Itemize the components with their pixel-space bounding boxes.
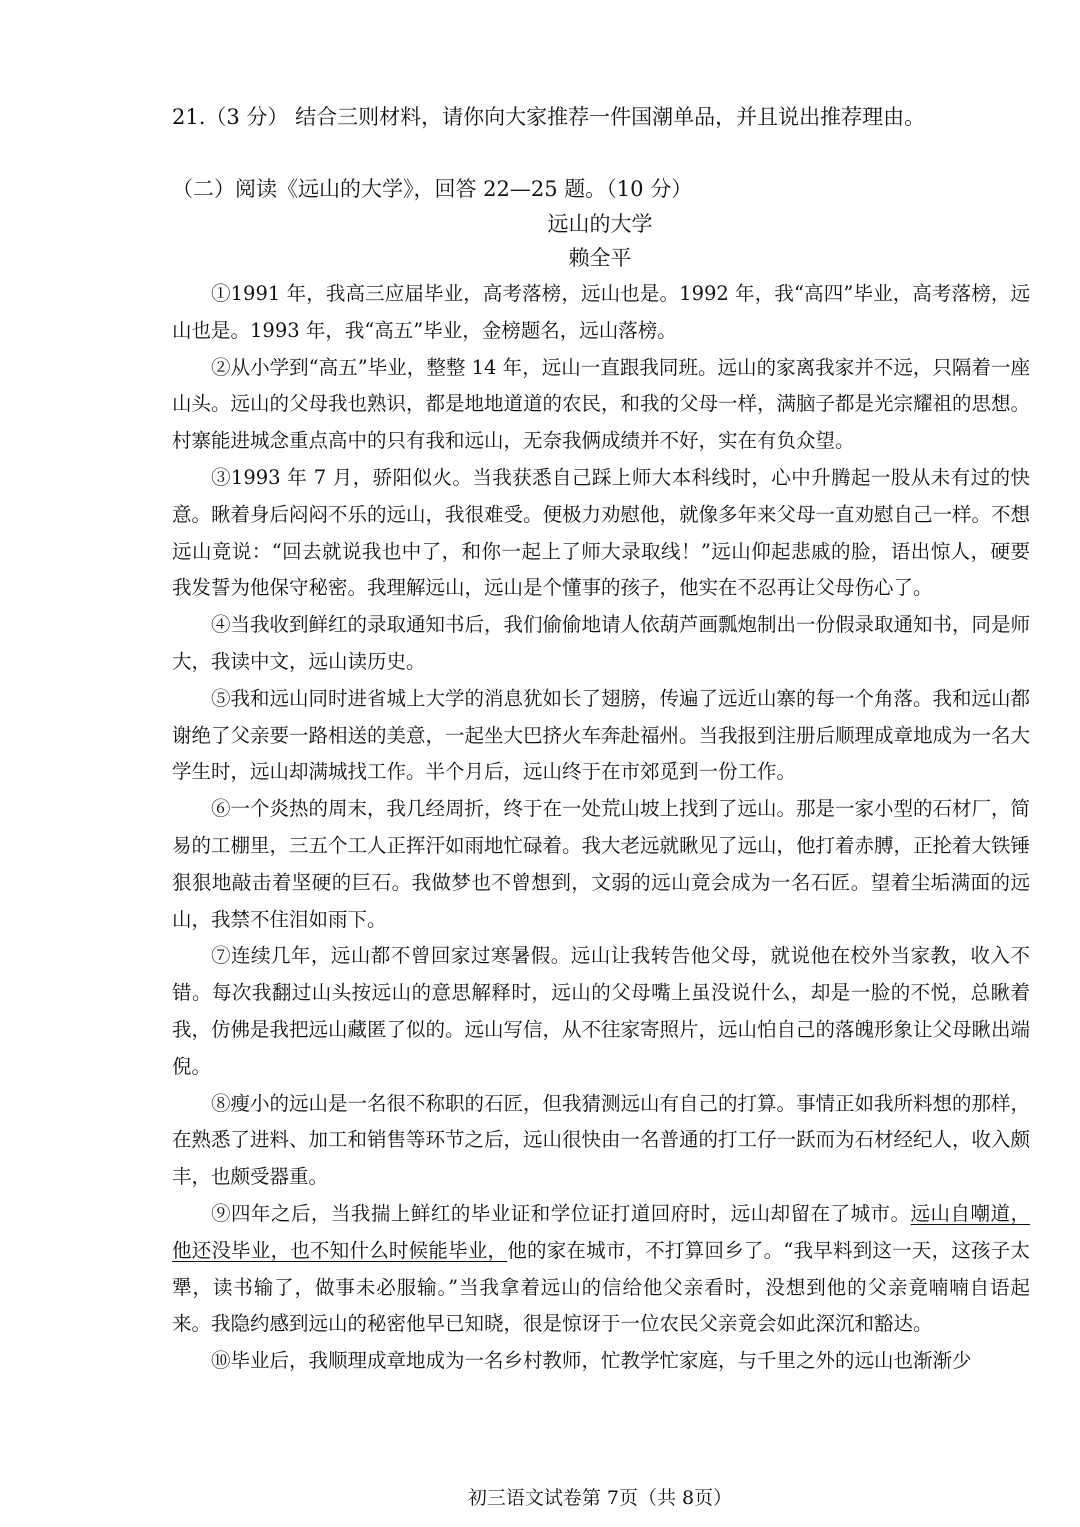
paragraph-7: ⑦连续几年，远山都不曾回家过寒暑假。远山让我转告他父母，就说他在校外当家教，收入不错。每次我翻过山头按远山的意思解释时，远山的父母嘴上虽没说什么，却是一脸的不悦，总瞅着我，仿佛是我把远山藏匿了似的。远山写信，从不往家寄照片，远山怕自己的落魄形象让父母瞅出端倪。 xyxy=(172,944,1031,1078)
paragraph-9-before: ⑨四年之后，当我揣上鲜红的毕业证和学位证打道回府时，远山却留在了城市。 xyxy=(211,1201,911,1225)
article-body xyxy=(172,276,1030,1380)
paragraph-9-after: 他的家在城市，不打算回乡了。“我早料到这一天，这孩子太犟，读书输了，做事未必服输。”当我拿着远山的信给他父亲看时，没想到他的父亲竟喃喃自语起来。我隐约感到远山的秘密他早已知晓，很是惊讶于一位农民父亲竟会如此深沉和豁达。 xyxy=(172,1238,1030,1336)
paragraph-10: ⑩毕业后，我顺理成章地成为一名乡村教师，忙教学忙家庭，与千里之外的远山也渐渐少 xyxy=(211,1349,972,1373)
paragraph-6: ⑥一个炎热的周末，我几经周折，终于在一处荒山坡上找到了远山。那是一家小型的石材厂，简易的工棚里，三五个工人正挥汗如雨地忙碌着。我大老远就瞅见了远山，他打着赤膊，正抡着大铁锤狠狠地敲击着坚硬的巨石。我做梦也不曾想到，文弱的远山竟会成为一名石匠。望着尘垢满面的远山，我禁不住泪如雨下。 xyxy=(172,797,1031,931)
paragraph-3: ③1993 年 7 月，骄阳似火。当我获悉自己踩上师大本科线时，心中升腾起一股从未有过的快意。瞅着身后闷闷不乐的远山，我很难受。便极力劝慰他，就像多年来父母一直劝慰自己一样。不想远山竟说：“回去就说我也中了，和你一起上了师大录取线！”远山仰起悲戚的脸，语出惊人，硬要我发誓为他保守秘密。我理解远山，远山是个懂事的孩子，他实在不忍再让父母伤心了。 xyxy=(172,465,1031,600)
paragraph-1: ①1991 年，我高三应届毕业，高考落榜，远山也是。1992 年，我“高四”毕业，高考落榜，远山也是。1993 年，我“高五”毕业，金榜题名，远山落榜。 xyxy=(172,282,1030,342)
paragraph-4: ④当我收到鲜红的录取通知书后，我们偷偷地请人依葫芦画瓢炮制出一份假录取通知书，同是师大，我读中文，远山读历史。 xyxy=(172,613,1031,673)
paragraph-2: ②从小学到“高五”毕业，整整 14 年，远山一直跟我同班。远山的家离我家并不远，只隔着一座山头。远山的父母我也熟识，都是地地道道的农民，和我的父母一样，满脑子都是光宗耀祖的思想。村寨能进城念重点高中的只有我和远山，无奈我俩成绩并不好，实在有负众望。 xyxy=(172,355,1031,453)
page-footer: 初三语文试卷第 7页（共 8页） xyxy=(467,1487,733,1509)
section-heading: （二）阅读《远山的大学》，回答 22—25 题。（10 分） xyxy=(172,177,693,201)
paragraph-5: ⑤我和远山同时进省城上大学的消息犹如长了翅膀，传遍了远近山寨的每一个角落。我和远山都谢绝了父亲要一路相送的美意，一起坐大巴挤火车奔赴福州。当我报到注册后顺理成章地成为一名大学生时，远山却满城找工作。半个月后，远山终于在市郊觅到一份工作。 xyxy=(172,686,1031,784)
paragraph-9 xyxy=(172,1196,1030,1343)
article-author: 赖全平 xyxy=(568,246,632,270)
article-title: 远山的大学 xyxy=(547,212,653,236)
underlined-sentence: 远山自嘲道，他还没毕业，也不知什么时候能毕业， xyxy=(172,1201,1030,1262)
paragraph-8: ⑧瘦小的远山是一名很不称职的石匠，但我猜测远山有自己的打算。事情正如我所料想的那样，在熟悉了进料、加工和销售等环节之后，远山很快由一名普通的打工仔一跃而为石材经纪人，收入颇丰，也颇受器重。 xyxy=(172,1091,1031,1189)
question-21: 21.（3 分） 结合三则材料，请你向大家推荐一件国潮单品，并且说出推荐理由。 xyxy=(172,105,926,129)
